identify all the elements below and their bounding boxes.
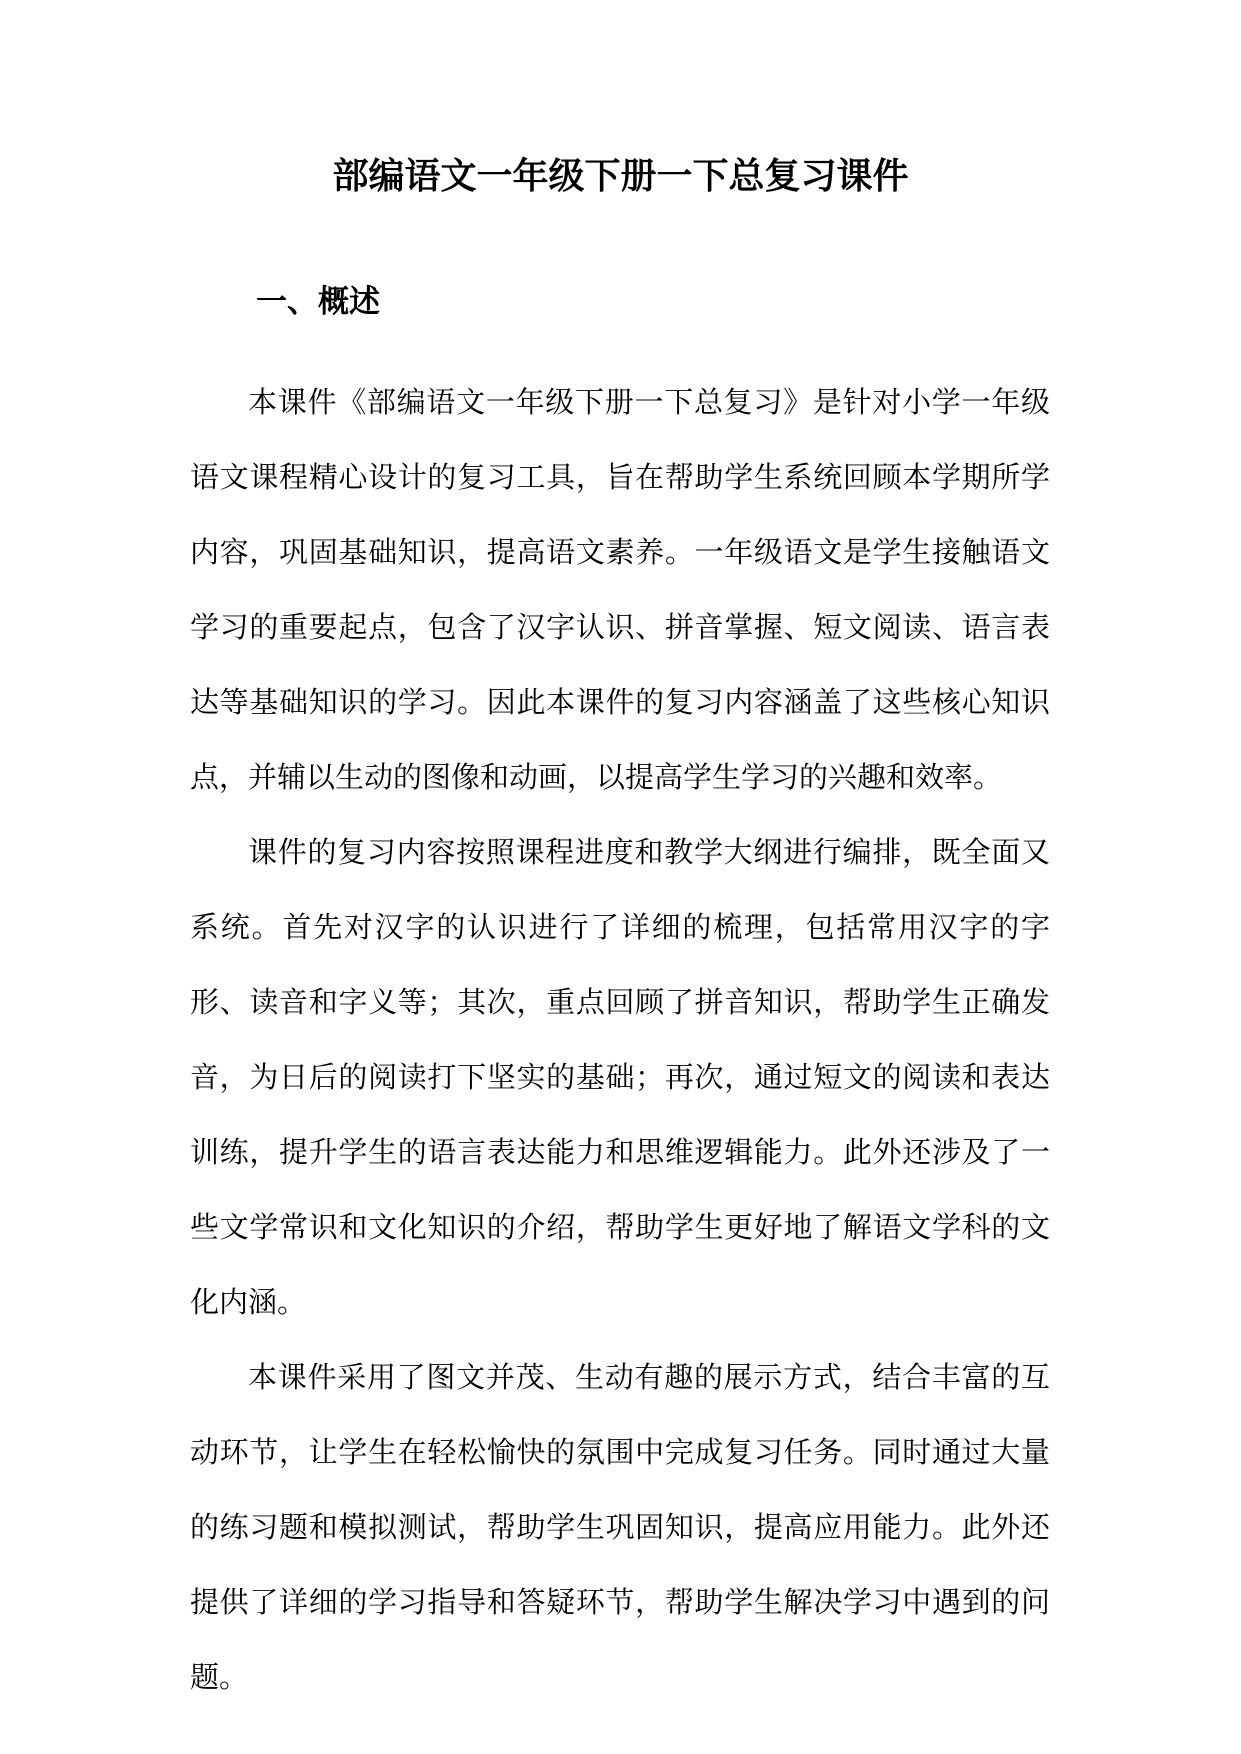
- section-heading-overview: 一、概述: [256, 284, 380, 320]
- paragraph-3: 本课件采用了图文并茂、生动有趣的展示方式，结合丰富的互动环节，让学生在轻松愉快的氛围中完成复习任务。同时通过大量的练习题和模拟测试，帮助学生巩固知识，提高应用能力。此外还提供了详细的学习指导和答疑环节，帮助学生解决学习中遇到的问题。: [190, 1360, 1050, 1694]
- paragraph-1: 本课件《部编语文一年级下册一下总复习》是针对小学一年级语文课程精心设计的复习工具，旨在帮助学生系统回顾本学期所学内容，巩固基础知识，提高语文素养。一年级语文是学生接触语文学习的重要起点，包含了汉字认识、拼音掌握、短文阅读、语言表达等基础知识的学习。因此本课件的复习内容涵盖了这些核心知识点，并辅以生动的图像和动画，以提高学生学习的兴趣和效率。: [190, 385, 1050, 794]
- section-body: [190, 365, 1050, 1715]
- paragraph-2: 课件的复习内容按照课程进度和教学大纲进行编排，既全面又系统。首先对汉字的认识进行了详细的梳理，包括常用汉字的字形、读音和字义等；其次，重点回顾了拼音知识，帮助学生正确发音，为日后的阅读打下坚实的基础；再次，通过短文的阅读和表达训练，提升学生的语言表达能力和思维逻辑能力。此外还涉及了一些文学常识和文化知识的介绍，帮助学生更好地了解语文学科的文化内涵。: [190, 835, 1050, 1319]
- document-title: 部编语文一年级下册一下总复习课件: [332, 155, 909, 197]
